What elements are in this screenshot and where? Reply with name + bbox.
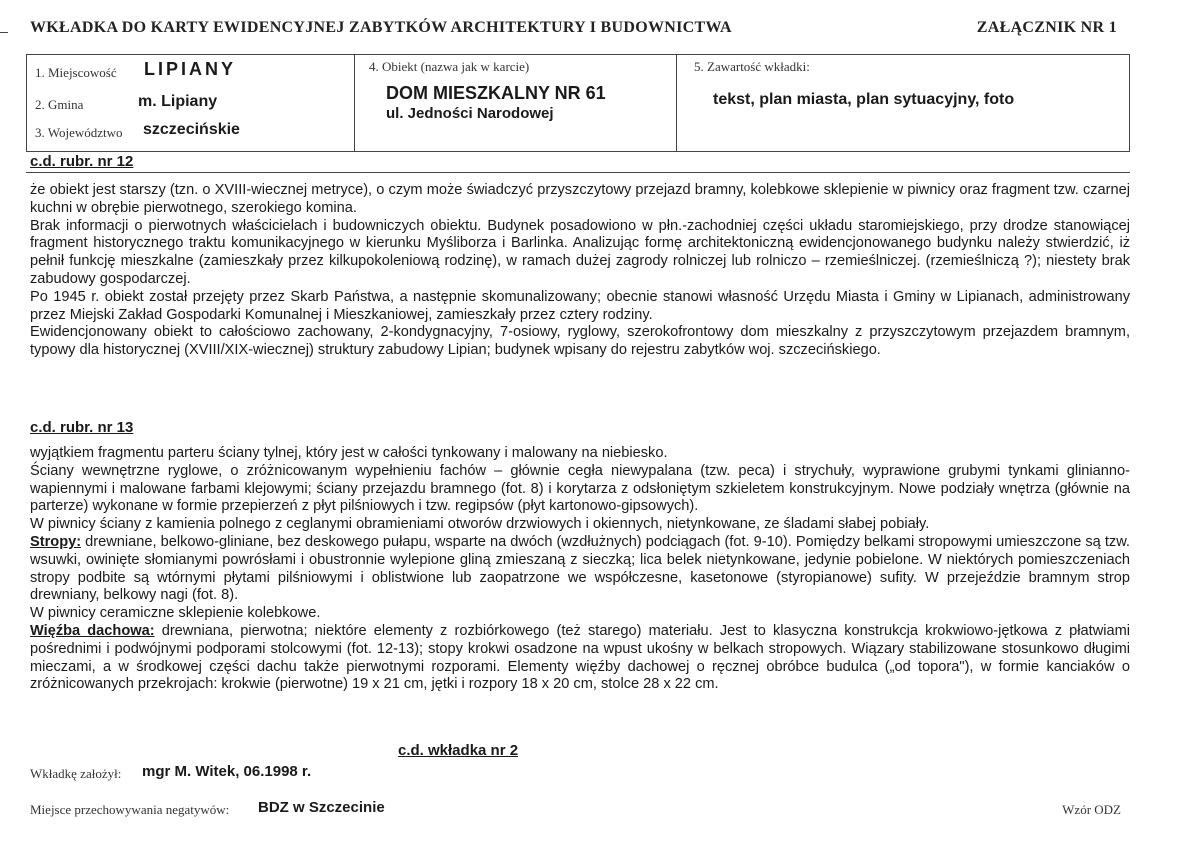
locality-value: LIPIANY (144, 59, 237, 79)
locality-label: 1. Miejscowość (35, 65, 117, 80)
object-address: ul. Jedności Narodowej (386, 105, 554, 122)
section-12-text (30, 182, 1130, 360)
roof-truss-text: drewniana, pierwotna; niektóre elementy z rozbiórkowego (też starego) materiału. Jest to klasyczna konstrukcja krokwiowo-jętkowa z płatwiami pośrednimi i podwójnymi podporami stolcowymi (fot. 12-13); stopy krokwi osadzone na wpust ukośny w belkach stropowych. Wiązary stabilizowane stosunkowo długimi mieczami, a w środkowej części dachu także pierwotnymi rozporami. Elementy więźby dachowej o ręcznej obróbce budulca („od topora"), w formie kanciaków o zróżnicowanych przekrojach: krokwie (pierwotne) 19 x 21 cm, jętki i rozpory 18 x 20 cm, stolce 28 x 22 cm. (30, 622, 1130, 693)
author-value: mgr M. Witek, 06.1998 r. (142, 763, 312, 780)
section-13-paragraph: W piwnicy ceramiczne sklepienie kolebkowe. (30, 605, 321, 622)
form-divider-2 (676, 55, 677, 151)
section-13-paragraph: wyjątkiem fragmentu parteru ściany tylnej, który jest w całości tynkowany i malowany na niebiesko. (30, 445, 668, 461)
edge-tick (0, 32, 8, 33)
section-12-heading: c.d. rubr. nr 12 (30, 153, 134, 170)
storage-label: Miejsce przechowywania negatywów: (30, 802, 230, 817)
section-13-paragraph (30, 534, 1130, 605)
section-13-text (30, 445, 1130, 694)
ceilings-text: drewniane, belkowo-gliniane, bez deskowego pułapu, wsparte na dwóch (wzdłużnych) podciągach (fot. 9-10). Pomiędzy belkami stropowymi umieszczone są tzw. wsuwki, owinięte słomianymi powrósłami i obustronnie wylepione gliną zmieszaną z sieczką; lica belek nietynkowane, jedynie pobielone. W niektórych pomieszczeniach stropy podbite są wtórnymi płytami pilśniowymi i oblistwione lub zaopatrzone we współczesne, kasetonowe (styropianowe) sufity. W przejeździe bramnym strop drewniany, belkowy nagi (fot. 8). (30, 533, 1130, 604)
contents-value: tekst, plan miasta, plan sytuacyjny, foto (713, 91, 1015, 108)
document-title: WKŁADKA DO KARTY EWIDENCYJNEJ ZABYTKÓW ARCHITEKTURY I BUDOWNICTWA (30, 19, 732, 36)
section-12-paragraph: Brak informacji o pierwotnych właścicielach i budowniczych obiektu. Budynek posadowiono w płn.-zachodniej części układu staromiejskiego, przy drodze stanowiącej fragment historycznego traktu komunikacyjnego w kierunku Myśliborza i Barlinka. Analizując formę architektoniczną ewidencjonowanego budynku należy stwierdzić, iż pełnił funkcję mieszkalne (zamieszkały przez kilkupokoleniową rodzinę), w ramach dużej zagrody rolniczej lub rolniczo – rzemieślniczej. (rzemieślniczą ?); niestety brak zabudowy gospodarczej. (30, 217, 1130, 287)
section-12-paragraph: Po 1945 r. obiekt został przejęty przez Skarb Państwa, a następnie skomunalizowany; obecnie stanowi własność Urzędu Miasta i Gminy w Lipianach, administrowany przez Miejski Zakład Gospodarki Komunalnej i Mieszkaniowej, zamieszkały przez cztery rodziny. (30, 288, 1130, 323)
template-label: Wzór ODZ (1062, 802, 1121, 817)
commune-value: m. Lipiany (138, 93, 218, 110)
section-12-paragraph: Ewidencjonowany obiekt to całościowo zachowany, 2-kondygnacyjny, 7-osiowy, ryglowy, szerokofrontowy dom mieszkalny z przyszczytowym przejazdem bramnym, typowy dla historycznej (XVIII/XIX-wiecznej) struktury zabudowy Lipian; budynek wpisany do rejestru zabytków woj. szczecińskiego. (30, 324, 1130, 359)
object-label: 4. Obiekt (nazwa jak w karcie) (369, 59, 530, 74)
roof-truss-heading: Więźba dachowa: (30, 622, 155, 639)
section-13-paragraph: Ściany wewnętrzne ryglowe, o zróżnicowanym wypełnieniu fachów – głównie cegła niewypalana (tzw. peca) i strychuły, wyprawione grubymi tynkami glinianno-wapiennymi i malowane farbami klejowymi; ściany przejazdu bramnego (fot. 8) i korytarza z odsłoniętym szkieletem konstrukcyjnym. Nowe podziały wnętrza (głównie na parterze) wykonane w formie przepierzeń z płyt pilśniowych i tzw. regipsów (płyt kartonowo-gipsowych). (30, 462, 1130, 515)
commune-label: 2. Gmina (35, 97, 84, 112)
object-name: DOM MIESZKALNY NR 61 (386, 83, 606, 103)
storage-value: BDZ w Szczecinie (258, 799, 385, 816)
section-12-paragraph: że obiekt jest starszy (tzn. o XVIII-wiecznej metryce), o czym może świadczyć przyszczytowy przejazd bramny, kolebkowe sklepienie w piwnicy oraz fragment tzw. czarnej kuchni w obrębie pierwotnego, szerokiego komina. (30, 182, 1130, 216)
contents-label: 5. Zawartość wkładki: (694, 59, 810, 74)
annex-label: ZAŁĄCZNIK NR 1 (976, 19, 1117, 36)
continued-note: c.d. wkładka nr 2 (398, 742, 519, 759)
section-13-paragraph (30, 623, 1130, 694)
section-rule (26, 172, 1130, 173)
section-13-paragraph: W piwnicy ściany z kamienia polnego z ceglanymi obramieniami otworów drzwiowych i okiennych, nietynkowane, ze śladami słabej pobiały. (30, 516, 930, 533)
province-value: szczecińskie (143, 121, 240, 138)
author-label: Wkładkę założył: (30, 766, 122, 781)
ceilings-heading: Stropy: (30, 533, 82, 550)
form-header-box (26, 54, 1130, 152)
section-13-heading: c.d. rubr. nr 13 (30, 419, 134, 436)
form-divider-1 (354, 55, 355, 151)
province-label: 3. Województwo (35, 125, 123, 140)
